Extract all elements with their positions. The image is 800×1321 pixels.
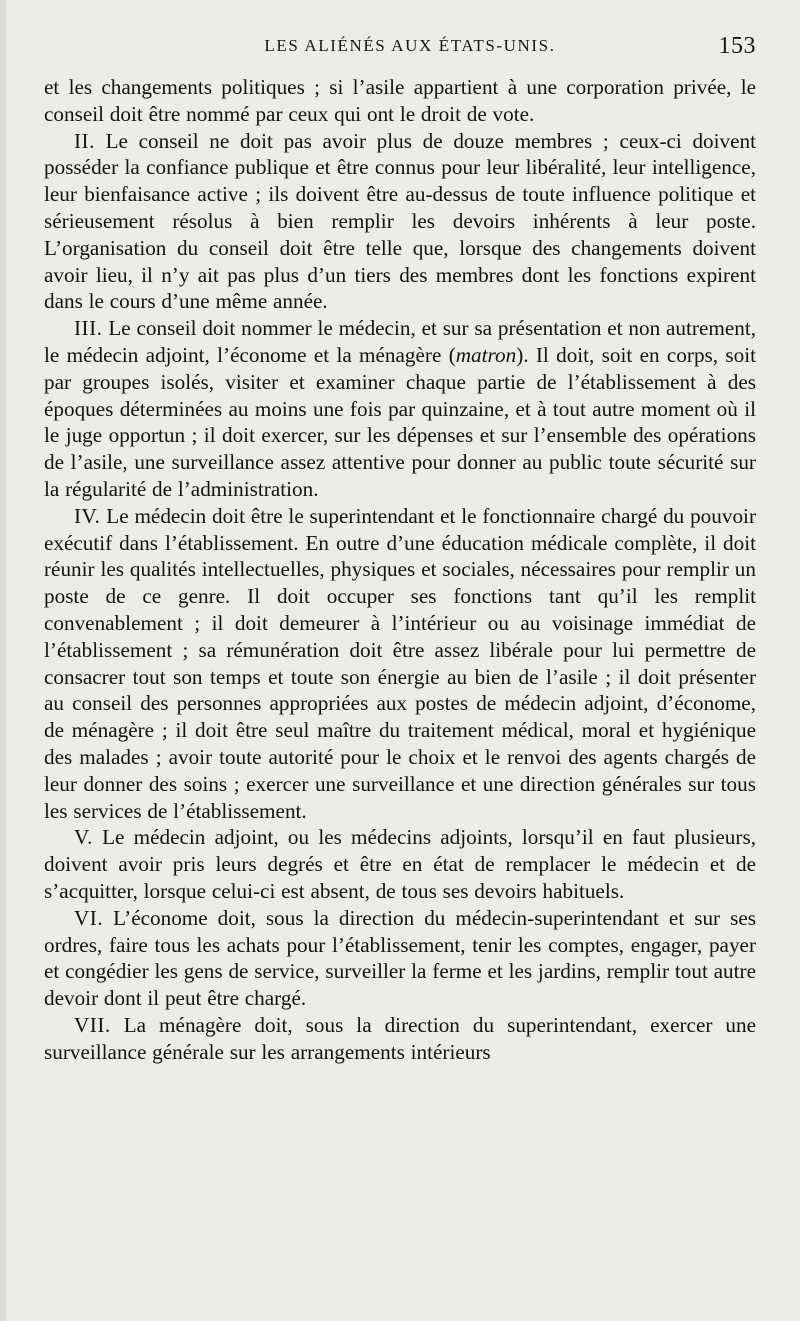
article-numeral: IV. <box>74 503 101 528</box>
page-number: 153 <box>718 33 756 59</box>
article-vii <box>44 1012 756 1066</box>
article-vi <box>44 905 756 1012</box>
article-numeral: III. <box>74 316 103 341</box>
article-text: Le conseil ne doit pas avoir plus de douze membres ; ceux-ci doivent posséder la confiance publique et être connus pour leur libéralité, leur intelligence, leur bienfaisance active ; ils doivent être au-dessus de toute influence politique et sérieusement résolus à bien remplir les devoirs inhérents à leur poste. L’organisation du conseil doit être telle que, lorsque des changements doivent avoir lieu, il n’y ait pas plus d’un tiers des membres dont les fonctions expirent dans le cours d’une même année. <box>44 128 757 314</box>
intro-paragraph: et les changements politiques ; si l’asile appartient à une corporation privée, le conseil doit être nommé par ceux qui ont le droit de vote. <box>44 75 756 126</box>
article-numeral: VII. <box>74 1012 111 1037</box>
article-text: Le médecin adjoint, ou les médecins adjoints, lorsqu’il en faut plusieurs, doivent avoir pris leurs degrés et être en état de remplacer le médecin et de s’acquitter, lorsque celui-ci est absent, de tous ses devoirs habituels. <box>44 825 756 903</box>
page-header <box>44 33 756 62</box>
article-numeral: II. <box>74 128 95 153</box>
article-iii <box>44 315 756 503</box>
body-text <box>44 74 756 1065</box>
article-numeral: VI. <box>74 905 104 930</box>
article-v <box>44 824 756 904</box>
page-edge <box>0 0 6 1321</box>
article-numeral: V. <box>74 825 93 850</box>
article-text: L’économe doit, sous la direction du médecin-superintendant et sur ses ordres, faire tous les achats pour l’établissement, tenir les comptes, engager, payer et congédier les gens de service, surveiller la ferme et les jardins, remplir tout autre devoir dont il peut être chargé. <box>44 905 756 1011</box>
article-ii <box>44 128 756 316</box>
article-text: Le conseil doit nommer le médecin, et sur sa présentation et non autrement, le médecin adjoint, l’économe et la ménagère ( <box>44 316 757 367</box>
italic-term: matron <box>455 342 517 367</box>
article-text: Le médecin doit être le superintendant et le fonctionnaire chargé du pouvoir exécutif dans l’établissement. En outre d’une éducation médicale complète, il doit réunir les qualités intellectuelles, physiques et sociales, nécessaires pour remplir un poste de ce genre. Il doit occuper ses fonctions tant qu’il les remplit convenablement ; il doit demeurer à l’intérieur ou au voisinage immédiat de l’établissement ; sa rémunération doit être assez libérale pour lui permettre de consacrer tout son temps et toute son énergie au bien de l’asile ; il doit présenter au conseil des personnes appropriées aux postes de médecin adjoint, d’économe, de ménagère ; il doit être seul maître du traitement médical, moral et hygiénique des malades ; avoir toute autorité pour le choix et le renvoi des agents chargés de leur donner des soins ; exercer une surveillance et une direction générales sur tous les services de l’établissement. <box>44 503 756 823</box>
article-text-continued: ). Il doit, soit en corps, soit par groupes isolés, visiter et examiner chaque partie de l’établissement à des époques déterminées au moins une fois par quinzaine, et à tout autre moment où il le juge opportun ; il doit exercer, sur les dépenses et sur l’ensemble des opérations de l’asile, une surveillance assez attentive pour donner au public toute sécurité sur la régularité de l’administration. <box>44 342 756 501</box>
article-iv <box>44 503 756 825</box>
article-text: La ménagère doit, sous la direction du superintendant, exercer une surveillance générale sur les arrangements intérieurs <box>44 1012 756 1064</box>
running-title: LES ALIÉNÉS AUX ÉTATS-UNIS. <box>264 36 556 55</box>
